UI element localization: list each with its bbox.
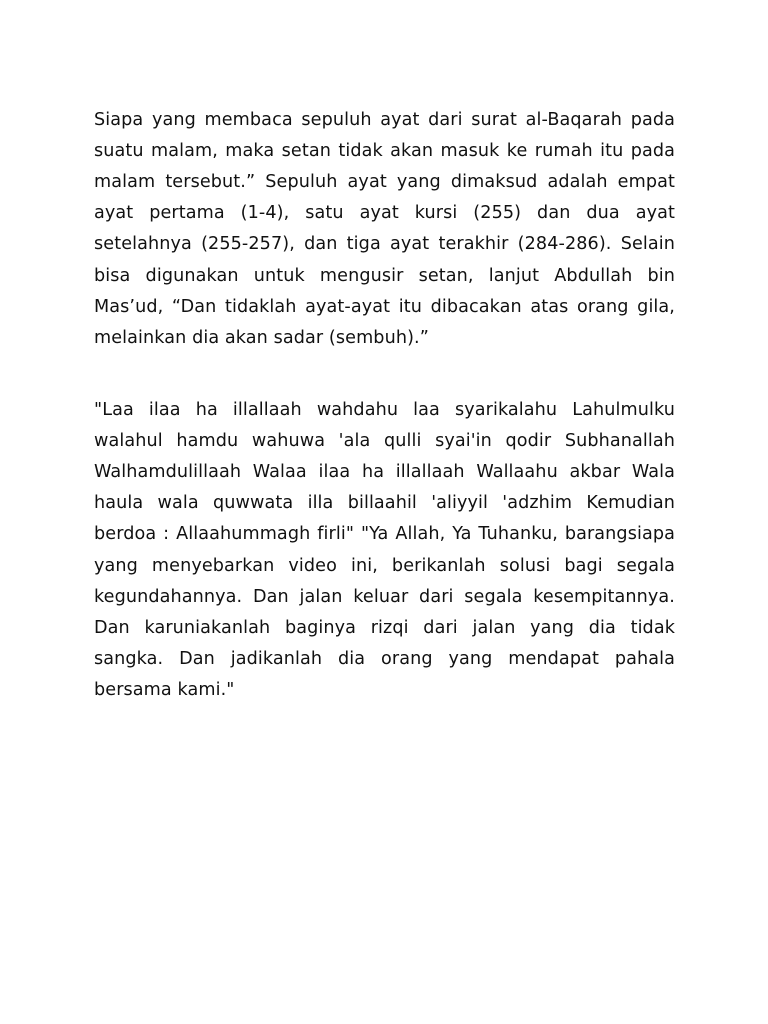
paragraph-1: Siapa yang membaca sepuluh ayat dari surat al-Baqarah pada suatu malam, maka setan tidak akan masuk ke rumah itu pada malam tersebut.” Sepuluh ayat yang dimaksud adalah empat ayat pertama (1-4), satu ayat kursi (255) dan dua ayat setelahnya (255-257), dan tiga ayat terakhir (284-286). Selain bisa digunakan untuk mengusir setan, lanjut Abdullah bin Mas’ud, “Dan tidaklah ayat-ayat itu dibacakan atas orang gila, melainkan dia akan sadar (sembuh).”	[94, 109, 675, 349]
paragraph-2: "Laa ilaa ha illallaah wahdahu laa syarikalahu Lahulmulku walahul hamdu wahuwa 'ala qulli syai'in qodir Subhanallah Walhamdulillaah Walaa ilaa ha illallaah Wallaahu akbar Wala haula wala quwwata illa billaahil 'aliyyil 'adzhim Kemudian berdoa : Allaahummagh firli" "Ya Allah, Ya Tuhanku, barangsiapa yang menyebarkan video ini, berikanlah solusi bagi segala kegundahannya. Dan jalan keluar dari segala kesempitannya. Dan karuniakanlah baginya rizqi dari jalan yang dia tidak sangka. Dan jadikanlah dia orang yang mendapat pahala bersama kami."	[94, 399, 675, 701]
